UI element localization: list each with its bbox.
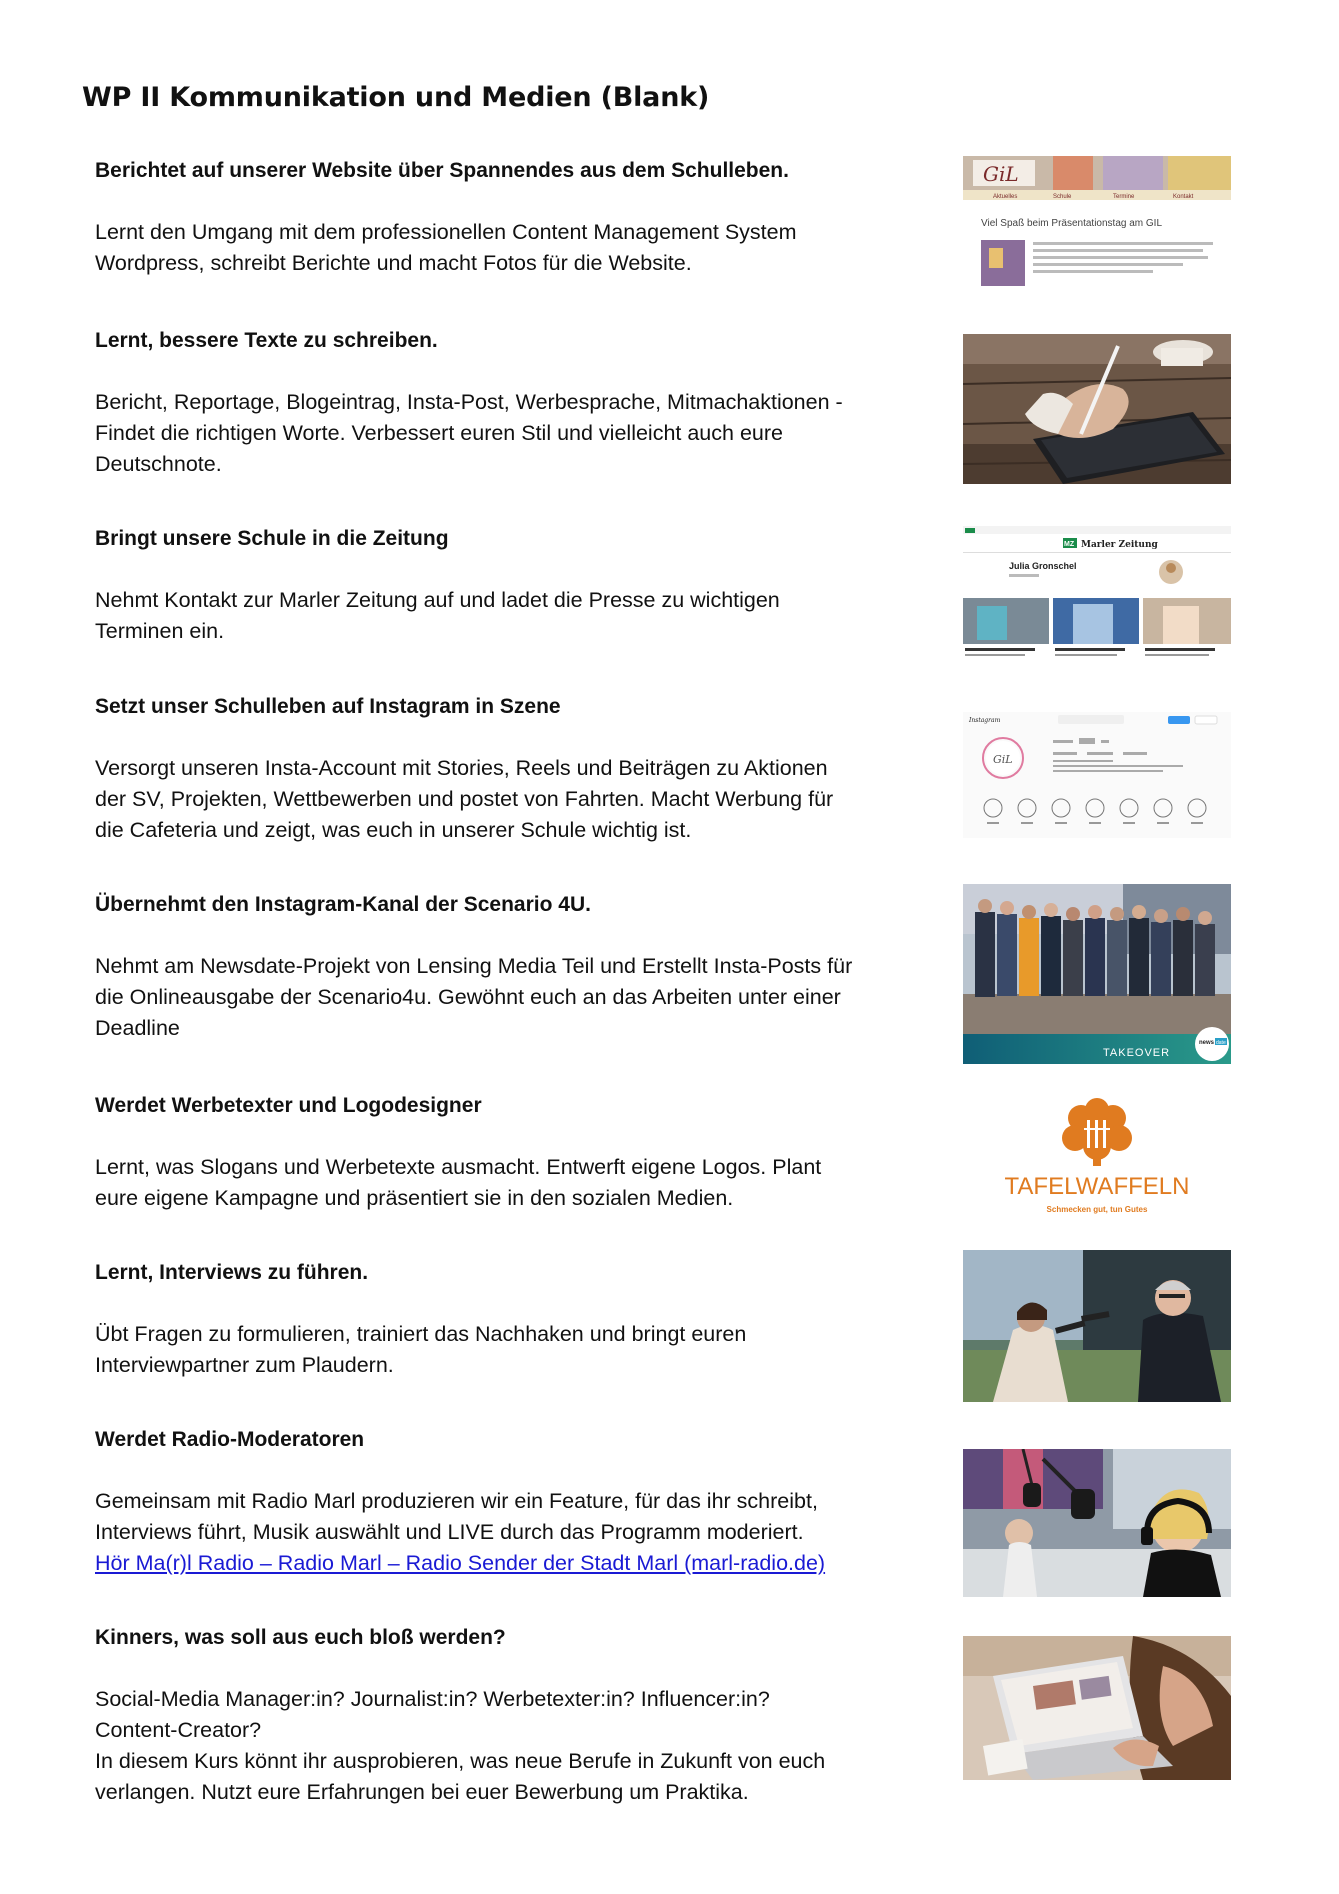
body-line: Findet die richtigen Worte. Verbessert euren Stil und vielleicht auch eure: [95, 421, 783, 445]
body-line: Nehmt am Newsdate-Projekt von Lensing Media Teil und Erstellt Insta-Posts für: [95, 954, 853, 978]
section-body: [95, 387, 925, 480]
body-line: Versorgt unseren Insta-Account mit Stories, Reels und Beiträgen zu Aktionen: [95, 756, 828, 780]
body-line: Bericht, Reportage, Blogeintrag, Insta-Post, Werbesprache, Mitmachaktionen -: [95, 390, 843, 414]
section-heading: Bringt unsere Schule in die Zeitung: [95, 527, 449, 550]
paper-badge: MZ: [1064, 541, 1075, 548]
paper-name: Marler Zeitung: [1081, 540, 1158, 550]
body-line: Social-Media Manager:in? Journalist:in? Werbetexter:in? Influencer:in?: [95, 1687, 770, 1711]
section-radio: [95, 1425, 925, 1579]
instagram-avatar: GiL: [993, 753, 1013, 766]
section-heading: Werdet Radio-Moderatoren: [95, 1428, 365, 1451]
takeover-group-photo: [963, 884, 1231, 1064]
tafelwaffeln-logo-image: [963, 1084, 1231, 1230]
body-line: Content-Creator?: [95, 1718, 262, 1742]
body-line: Gemeinsam mit Radio Marl produzieren wir ein Feature, für das ihr schreibt,: [95, 1489, 818, 1513]
nav-item: Termine: [1113, 194, 1135, 200]
section-body: [95, 1152, 925, 1214]
brand-name: TAFELWAFFELN: [1004, 1173, 1190, 1200]
newspaper-screenshot-image: [963, 526, 1231, 664]
nav-item: Aktuelles: [993, 194, 1018, 200]
body-line: Nehmt Kontakt zur Marler Zeitung auf und ladet die Presse zu wichtigen: [95, 588, 780, 612]
body-line: In diesem Kurs könnt ihr ausprobieren, was neue Berufe in Zukunft von euch: [95, 1749, 826, 1773]
newsdate-badge: news: [1199, 1040, 1215, 1046]
section-heading: Kinners, was soll aus euch bloß werden?: [95, 1626, 506, 1649]
body-line: Terminen ein.: [95, 619, 225, 643]
section-writing: [95, 326, 925, 480]
instagram-screenshot-image: [963, 712, 1231, 838]
body-line: der SV, Projekten, Wettbewerben und postet von Fahrten. Macht Werbung für: [95, 787, 834, 811]
body-line: die Onlineausgabe der Scenario4u. Gewöhnt euch an das Arbeiten unter einer: [95, 985, 841, 1009]
body-line: Wordpress, schreibt Berichte und macht Fotos für die Website.: [95, 251, 692, 275]
body-line: Interviews führt, Musik auswählt und LIVE durch das Programm moderiert.: [95, 1520, 804, 1544]
body-line: Lernt den Umgang mit dem professionellen Content Management System: [95, 220, 797, 244]
section-body: [95, 1486, 925, 1579]
body-line: Übt Fragen zu formulieren, trainiert das Nachhaken und bringt euren: [95, 1322, 747, 1346]
author-name: Julia Gronschel: [1009, 561, 1077, 571]
newsdate-badge: date: [1216, 1040, 1226, 1046]
body-line: Deutschnote.: [95, 452, 222, 476]
svg-text:GiL: GiL: [983, 162, 1019, 186]
section-heading: Übernehmt den Instagram-Kanal der Scenario 4U.: [95, 893, 591, 916]
section-body: [95, 1684, 925, 1808]
section-heading: Lernt, Interviews zu führen.: [95, 1261, 369, 1284]
section-newspaper: [95, 524, 925, 647]
nav-item: Kontakt: [1173, 194, 1194, 200]
website-screenshot-image: [963, 156, 1231, 296]
brand-slogan: Schmecken gut, tun Gutes: [1046, 1205, 1148, 1214]
section-interviews: [95, 1258, 925, 1381]
image-caption: Viel Spaß beim Präsentationstag am GIL: [981, 218, 1163, 229]
page-title: WP II Kommunikation und Medien (Blank): [82, 82, 710, 113]
tablet-writing-image: [963, 334, 1231, 484]
body-line: Deadline: [95, 1016, 180, 1040]
section-heading: Werdet Werbetexter und Logodesigner: [95, 1094, 482, 1117]
section-scenario4u: [95, 890, 925, 1044]
section-website: [95, 156, 925, 279]
section-heading: Setzt unser Schulleben auf Instagram in Szene: [95, 695, 561, 718]
instagram-brand: Instagram: [969, 717, 1001, 724]
body-line: Interviewpartner zum Plaudern.: [95, 1353, 394, 1377]
section-heading: Lernt, bessere Texte zu schreiben.: [95, 329, 438, 352]
section-body: [95, 585, 925, 647]
body-line: eure eigene Kampagne und präsentiert sie in den sozialen Medien.: [95, 1186, 734, 1210]
body-line: verlangen. Nutzt eure Erfahrungen bei euer Bewerbung um Praktika.: [95, 1780, 749, 1804]
section-advertising: [95, 1091, 925, 1214]
laptop-photo: [963, 1636, 1231, 1780]
section-body: [95, 753, 925, 846]
section-careers: [95, 1623, 925, 1808]
section-body: [95, 951, 925, 1044]
radio-studio-photo: [963, 1449, 1231, 1597]
body-line: die Cafeteria und zeigt, was euch in unserer Schule wichtig ist.: [95, 818, 692, 842]
nav-item: Schule: [1053, 194, 1072, 200]
interview-photo: [963, 1250, 1231, 1402]
section-body: [95, 1319, 925, 1381]
takeover-banner: TAKEOVER: [1103, 1047, 1171, 1059]
body-line: Lernt, was Slogans und Werbetexte ausmacht. Entwerft eigene Logos. Plant: [95, 1155, 822, 1179]
section-instagram: [95, 692, 925, 846]
radio-marl-link[interactable]: Hör Ma(r)l Radio – Radio Marl – Radio Sender der Stadt Marl (marl-radio.de): [95, 1551, 826, 1575]
section-heading: Berichtet auf unserer Website über Spannendes aus dem Schulleben.: [95, 159, 789, 182]
section-body: [95, 217, 925, 279]
